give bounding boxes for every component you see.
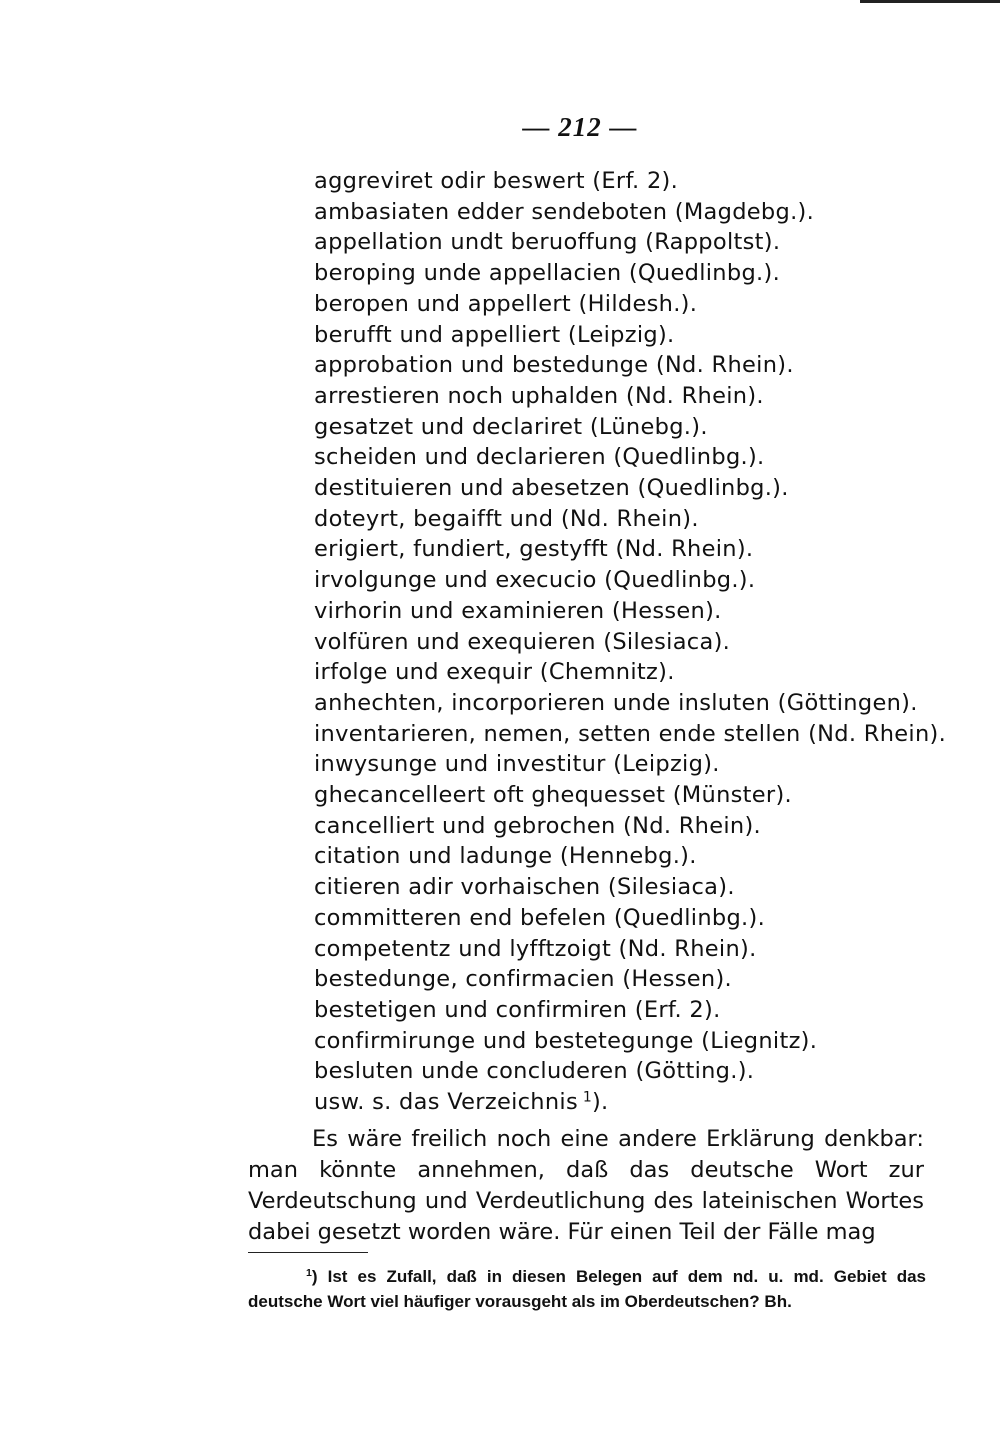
body-paragraph: Es wäre freilich noch eine andere Erklärung denkbar: man könnte annehmen, daß das deutsche Wort zur Verdeutschung und Verdeutlichung des lateinischen Wortes dabei gesetzt worden wäre. Für einen Teil der Fälle mag: [248, 1126, 924, 1245]
list-item: citation und ladunge (Hennebg.).: [314, 843, 697, 870]
list-item: scheiden und declarieren (Quedlinbg.).: [314, 444, 765, 471]
footnote: [248, 1264, 926, 1314]
list-item: doteyrt, begaifft und (Nd. Rhein).: [314, 505, 699, 532]
list-item: competentz und lyfftzoigt (Nd. Rhein).: [314, 935, 757, 962]
list-item: beroping unde appellacien (Quedlinbg.).: [314, 260, 781, 287]
list-item: citieren adir vorhaischen (Silesiaca).: [314, 874, 735, 901]
list-item: inwysunge und investitur (Leipzig).: [314, 751, 720, 778]
list-item: beropen und appellert (Hildesh.).: [314, 290, 698, 317]
list-item: besluten unde concluderen (Götting.).: [314, 1058, 755, 1085]
footnote-marker: 1: [306, 1267, 312, 1280]
list-item: committeren end befelen (Quedlinbg.).: [314, 904, 766, 931]
list-item: ghecancelleert oft ghequesset (Münster).: [314, 782, 793, 809]
list-item: cancelliert und gebrochen (Nd. Rhein).: [314, 812, 761, 839]
footnote-reference: 1: [582, 1089, 592, 1106]
list-item: appellation undt beruoffung (Rappoltst).: [314, 229, 781, 256]
list-item: arrestieren noch uphalden (Nd. Rhein).: [314, 382, 764, 409]
list-item-last: [314, 1087, 946, 1118]
list-item: ambasiaten edder sendeboten (Magdebg.).: [314, 198, 815, 225]
list-item: anhechten, incorporieren unde insluten (Göttingen).: [314, 689, 918, 716]
page-number: — 212 —: [522, 112, 638, 142]
list-item: gesatzet und declariret (Lünebg.).: [314, 413, 708, 440]
list-item: approbation und bestedunge (Nd. Rhein).: [314, 352, 794, 379]
list-item: virhorin und examinieren (Hessen).: [314, 597, 722, 624]
list-item: bestetigen und confirmiren (Erf. 2).: [314, 996, 721, 1023]
footnote-text: Ist es Zufall, daß in diesen Belegen auf dem nd. u. md. Gebiet das deutsche Wort viel häufiger vorausgeht als im Oberdeutschen? Bh.: [248, 1267, 926, 1311]
list-item: volfüren und exequieren (Silesiaca).: [314, 628, 731, 655]
list-item: inventarieren, nemen, setten ende stellen (Nd. Rhein).: [314, 720, 947, 747]
list-item: erigiert, fundiert, gestyfft (Nd. Rhein).: [314, 536, 754, 563]
list-item: bestedunge, confirmacien (Hessen).: [314, 966, 732, 993]
footnote-marker-close: ): [311, 1267, 318, 1286]
list-item: confirmirunge und bestetegunge (Liegnitz).: [314, 1027, 818, 1054]
list-item: destituieren und abesetzen (Quedlinbg.).: [314, 475, 789, 502]
list-item: berufft und appelliert (Leipzig).: [314, 321, 675, 348]
footnote-divider: [248, 1252, 368, 1253]
word-pair-list: [314, 166, 946, 1118]
list-item: aggreviret odir beswert (Erf. 2).: [314, 168, 679, 194]
scan-edge-line: [860, 0, 1000, 3]
list-item: irfolge und exequir (Chemnitz).: [314, 659, 675, 686]
list-item-text: usw. s. das Verzeichnis: [314, 1089, 579, 1116]
list-item: irvolgunge und execucio (Quedlinbg.).: [314, 567, 756, 594]
list-item-suffix: ).: [591, 1089, 609, 1116]
